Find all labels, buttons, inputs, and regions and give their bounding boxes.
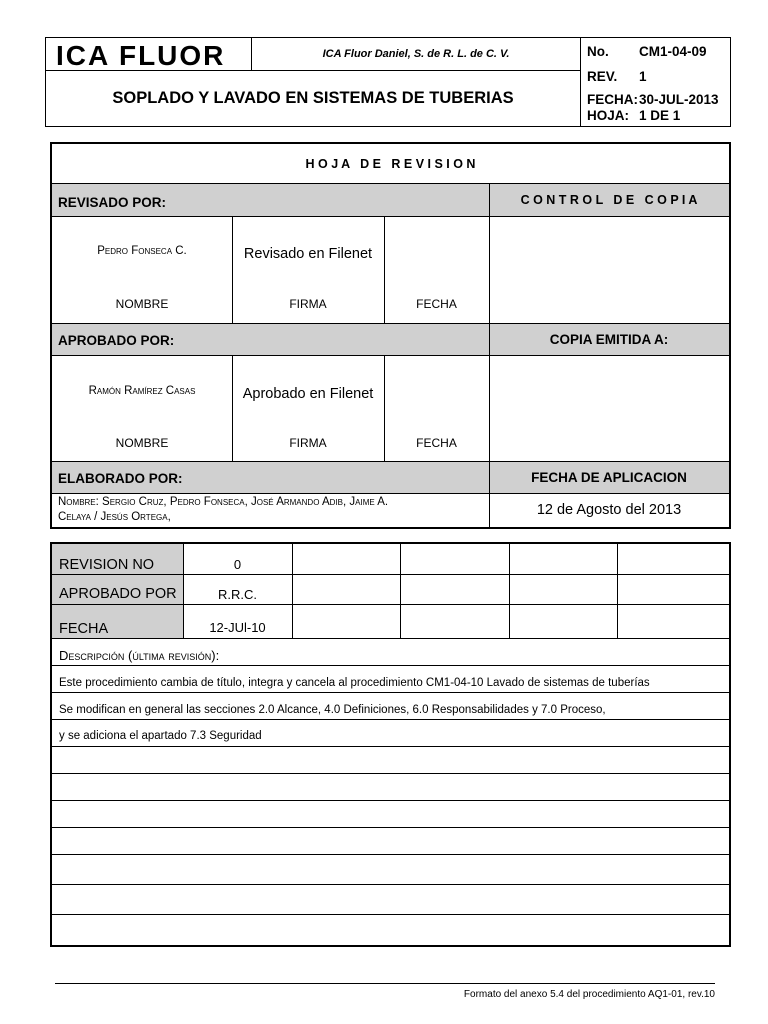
revisado-nombre-caption: NOMBRE <box>115 297 169 311</box>
aprobado-firma: Aprobado en Filenet <box>242 386 374 402</box>
fecha-aplicacion-value: 12 de Agosto del 2013 <box>536 502 682 518</box>
revision-value: 1 <box>639 69 647 84</box>
aprobado-nombre-caption: NOMBRE <box>115 436 169 450</box>
aprobado-firma-caption: FIRMA <box>289 436 327 450</box>
revision-no-value: 0 <box>233 556 242 572</box>
descripcion-label: Descripción (última revisión): <box>59 648 220 663</box>
fecha-value: 12-JUl-10 <box>209 619 266 635</box>
control-copia-label: C O N T R O L D E C O P I A <box>520 192 698 207</box>
revisado-firma: Revisado en Filenet <box>243 246 373 262</box>
revision-history-table <box>50 542 731 947</box>
fecha-label: FECHA: <box>587 92 638 107</box>
revisado-firma-caption: FIRMA <box>289 297 327 311</box>
revision-label: REV. <box>587 69 618 84</box>
revisado-fecha-caption: FECHA <box>416 297 457 311</box>
company-name: ICA Fluor Daniel, S. de R. L. de C. V. <box>252 38 580 71</box>
elaborado-names-line1: Nombre: Sergio Cruz, Pedro Fonseca, José Armando Adib, Jaime A. <box>58 496 389 508</box>
hoja-label: HOJA: <box>587 108 630 123</box>
sheet-title: H O J A D E R E V I S I O N <box>305 156 476 171</box>
aprobado-por-label: APROBADO POR <box>59 586 177 602</box>
doc-number-label: No. <box>587 44 609 59</box>
footer-rule <box>55 983 715 984</box>
aprobado-label: APROBADO POR: <box>58 333 175 348</box>
description-line: y se adiciona el apartado 7.3 Seguridad <box>59 730 262 742</box>
fecha-row-label: FECHA <box>59 621 109 637</box>
aprobado-name: Ramón Ramírez Casas <box>88 385 196 397</box>
elaborado-label: ELABORADO POR: <box>58 471 183 486</box>
fecha-aplicacion-label: FECHA DE APLICACION <box>531 469 687 485</box>
logo-cell <box>46 38 252 71</box>
elaborado-names-line2: Celaya / Jesús Ortega, <box>58 511 171 523</box>
revision-no-label: REVISION NO <box>59 557 155 573</box>
revisado-label: REVISADO POR: <box>58 195 167 210</box>
fecha-value: 30-JUL-2013 <box>639 92 719 107</box>
document-header <box>45 37 731 127</box>
revision-sheet <box>50 142 731 529</box>
description-line: Se modifican en general las secciones 2.0 Alcance, 4.0 Definiciones, 6.0 Responsabilidades y 7.0 Proceso, <box>59 704 606 716</box>
copia-emitida-label: COPIA EMITIDA A: <box>549 331 669 347</box>
aprobado-por-value: R.R.C. <box>218 586 257 602</box>
document-title: SOPLADO Y LAVADO EN SISTEMAS DE TUBERIAS <box>112 89 514 107</box>
footer-text: Formato del anexo 5.4 del procedimiento AQ1-01, rev.10 <box>463 989 715 1000</box>
aprobado-fecha-caption: FECHA <box>416 436 457 450</box>
document-meta <box>580 38 730 126</box>
revisado-name: Pedro Fonseca C. <box>97 245 187 257</box>
company-logo: ICA FLUOR <box>56 40 226 71</box>
hoja-value: 1 DE 1 <box>639 108 681 123</box>
doc-number-value: CM1-04-09 <box>639 44 707 59</box>
description-line: Este procedimiento cambia de título, integra y cancela al procedimiento CM1-04-10 Lavado de sistemas de tuberías <box>59 677 650 689</box>
